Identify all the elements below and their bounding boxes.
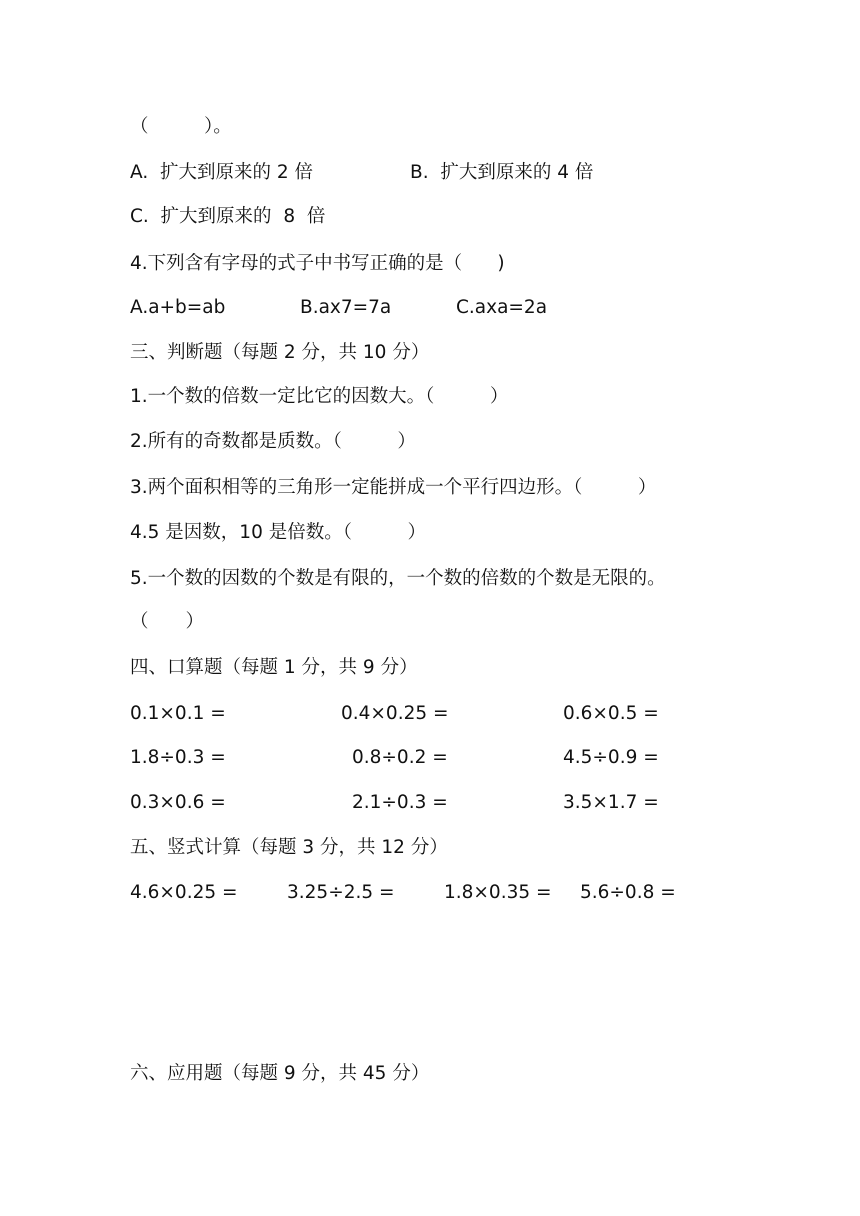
section-3-title: 三、判断题（每题 2 分，共 10 分） [130, 342, 430, 363]
oral-calc-item: 0.3×0.6 = [130, 792, 226, 813]
judge-item-2: 2.所有的奇数都是质数。（ ） [130, 431, 416, 452]
vertical-calc-item: 4.6×0.25 = [130, 882, 238, 903]
judge-item-1: 1.一个数的倍数一定比它的因数大。（ ） [130, 386, 509, 407]
oral-calc-item: 4.5÷0.9 = [563, 747, 659, 768]
judge-item-3: 3.两个面积相等的三角形一定能拼成一个平行四边形。（ ） [130, 477, 657, 498]
section-5-title: 五、竖式计算（每题 3 分，共 12 分） [130, 837, 448, 858]
q4-option-b: B.ax7=7a [300, 297, 392, 318]
section-6-title: 六、应用题（每题 9 分，共 45 分） [130, 1063, 430, 1084]
vertical-calc-item: 3.25÷2.5 = [287, 882, 395, 903]
q3-option-b: B. 扩大到原来的 4 倍 [410, 162, 594, 183]
judge-item-5: 5.一个数的因数的个数是有限的，一个数的倍数的个数是无限的。 [130, 568, 666, 589]
oral-calc-item: 2.1÷0.3 = [352, 792, 448, 813]
q3-option-a: A. 扩大到原来的 2 倍 [130, 162, 314, 183]
q4-option-c: C.axa=2a [456, 297, 548, 318]
judge-item-5-blank: （ ） [130, 611, 205, 632]
oral-calc-item: 0.4×0.25 = [341, 703, 449, 724]
oral-calc-item: 0.6×0.5 = [563, 703, 659, 724]
oral-calc-item: 0.8÷0.2 = [352, 747, 448, 768]
section-4-title: 四、口算题（每题 1 分，共 9 分） [130, 657, 418, 678]
oral-calc-item: 0.1×0.1 = [130, 703, 226, 724]
vertical-calc-item: 5.6÷0.8 = [580, 882, 676, 903]
q4-question: 4.下列含有字母的式子中书写正确的是（ ) [130, 253, 505, 274]
vertical-calc-item: 1.8×0.35 = [444, 882, 552, 903]
q3-answer-blank: （ ）。 [130, 116, 232, 137]
oral-calc-item: 1.8÷0.3 = [130, 747, 226, 768]
oral-calc-item: 3.5×1.7 = [563, 792, 659, 813]
q4-option-a: A.a+b=ab [130, 297, 226, 318]
judge-item-4: 4.5 是因数，10 是倍数。（ ） [130, 522, 426, 543]
q3-option-c: C. 扩大到原来的 8 倍 [130, 206, 326, 227]
